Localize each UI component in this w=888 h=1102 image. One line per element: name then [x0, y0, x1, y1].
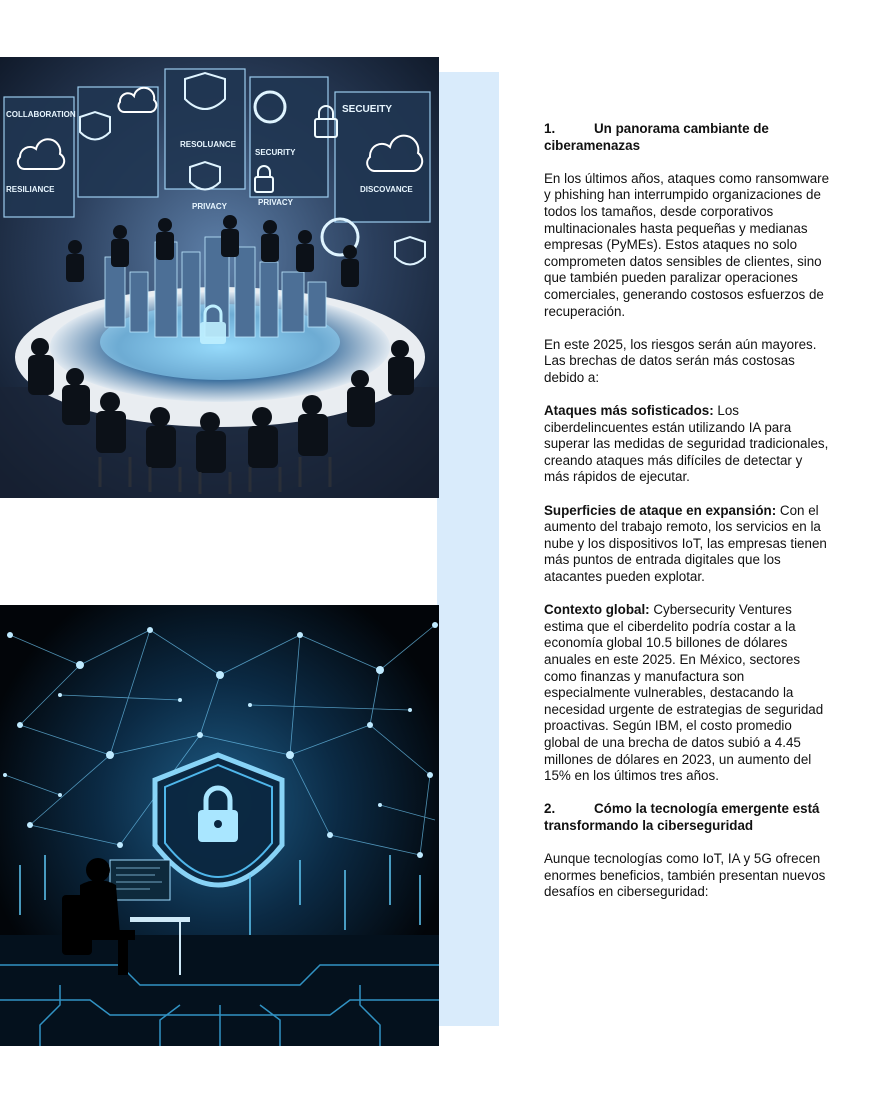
point-lead: Superficies de ataque en expansión:	[544, 502, 777, 518]
risks-paragraph: En este 2025, los riesgos serán aún mayores. Las brechas de datos serán más costosas debido a:	[544, 336, 817, 385]
point-body: Los ciberdelincuentes están utilizando IA para superar las medidas de seguridad tradicionales, creando ataques más difíciles de detectar y más rápidos de ejecutar.	[544, 403, 829, 485]
section-number: 2.	[544, 801, 556, 817]
section-title: Cómo la tecnología emergente está transformando la ciberseguridad	[544, 801, 820, 833]
screen-label: DISCOVANCE	[360, 185, 413, 194]
point-global-context	[544, 602, 830, 785]
screen-label: SECUEITY	[342, 104, 393, 115]
article-text-column	[544, 121, 830, 918]
screen-label: PRIVACY	[258, 198, 293, 207]
section-heading-1	[544, 121, 830, 154]
point-body: Con el aumento del trabajo remoto, los servicios en la nube y los dispositivos IoT, las empresas tienen más puntos de entrada digitales que los atacantes pueden explotar.	[544, 502, 827, 585]
intro-paragraph: En los últimos años, ataques como ransomware y phishing han interrumpido organizaciones de todos los tamaños, desde corporativos multinacionales hasta pequeñas y medianas empresas (PyMEs). Estos ataques no solo comprometen datos sensibles de clientes, sino que también pueden paralizar operaciones comerciales, generando costosos esfuerzos de recuperación.	[544, 170, 830, 319]
screen-label: PRIVACY	[192, 202, 227, 211]
screen-label: RESOLUANCE	[180, 140, 237, 149]
point-lead: Ataques más sofisticados:	[544, 403, 714, 419]
network-shield-image	[0, 605, 439, 1046]
point-sophisticated-attacks	[544, 403, 830, 486]
section-title: Un panorama cambiante de ciberamenazas	[544, 121, 769, 153]
closing-paragraph: Aunque tecnologías como IoT, IA y 5G ofrecen enormes beneficios, también presentan nuevos desafíos en ciberseguridad:	[544, 851, 826, 900]
screen-label: COLLABORATION	[6, 110, 76, 119]
point-attack-surfaces	[544, 503, 830, 586]
cybersecurity-boardroom-image	[0, 57, 439, 498]
section-number: 1.	[544, 121, 556, 136]
screen-label: RESILIANCE	[6, 185, 55, 194]
point-lead: Contexto global:	[544, 602, 650, 618]
section-heading-2	[544, 801, 830, 834]
screen-label: SECURITY	[255, 148, 296, 157]
light-blue-panel	[437, 72, 499, 1026]
point-body: Cybersecurity Ventures estima que el ciberdelito podría costar a la economía global 10.5 billones de dólares anuales en este 2025. En México, sectores como finanzas y manufactura son especialmente vulnerables, destacando la necesidad urgente de estrategias de seguridad proactivas. Según IBM, el costo promedio global de una brecha de datos subió a 4.45 millones de dólares en 2023, un aumento del 15% en los últimos tres años.	[544, 602, 824, 784]
